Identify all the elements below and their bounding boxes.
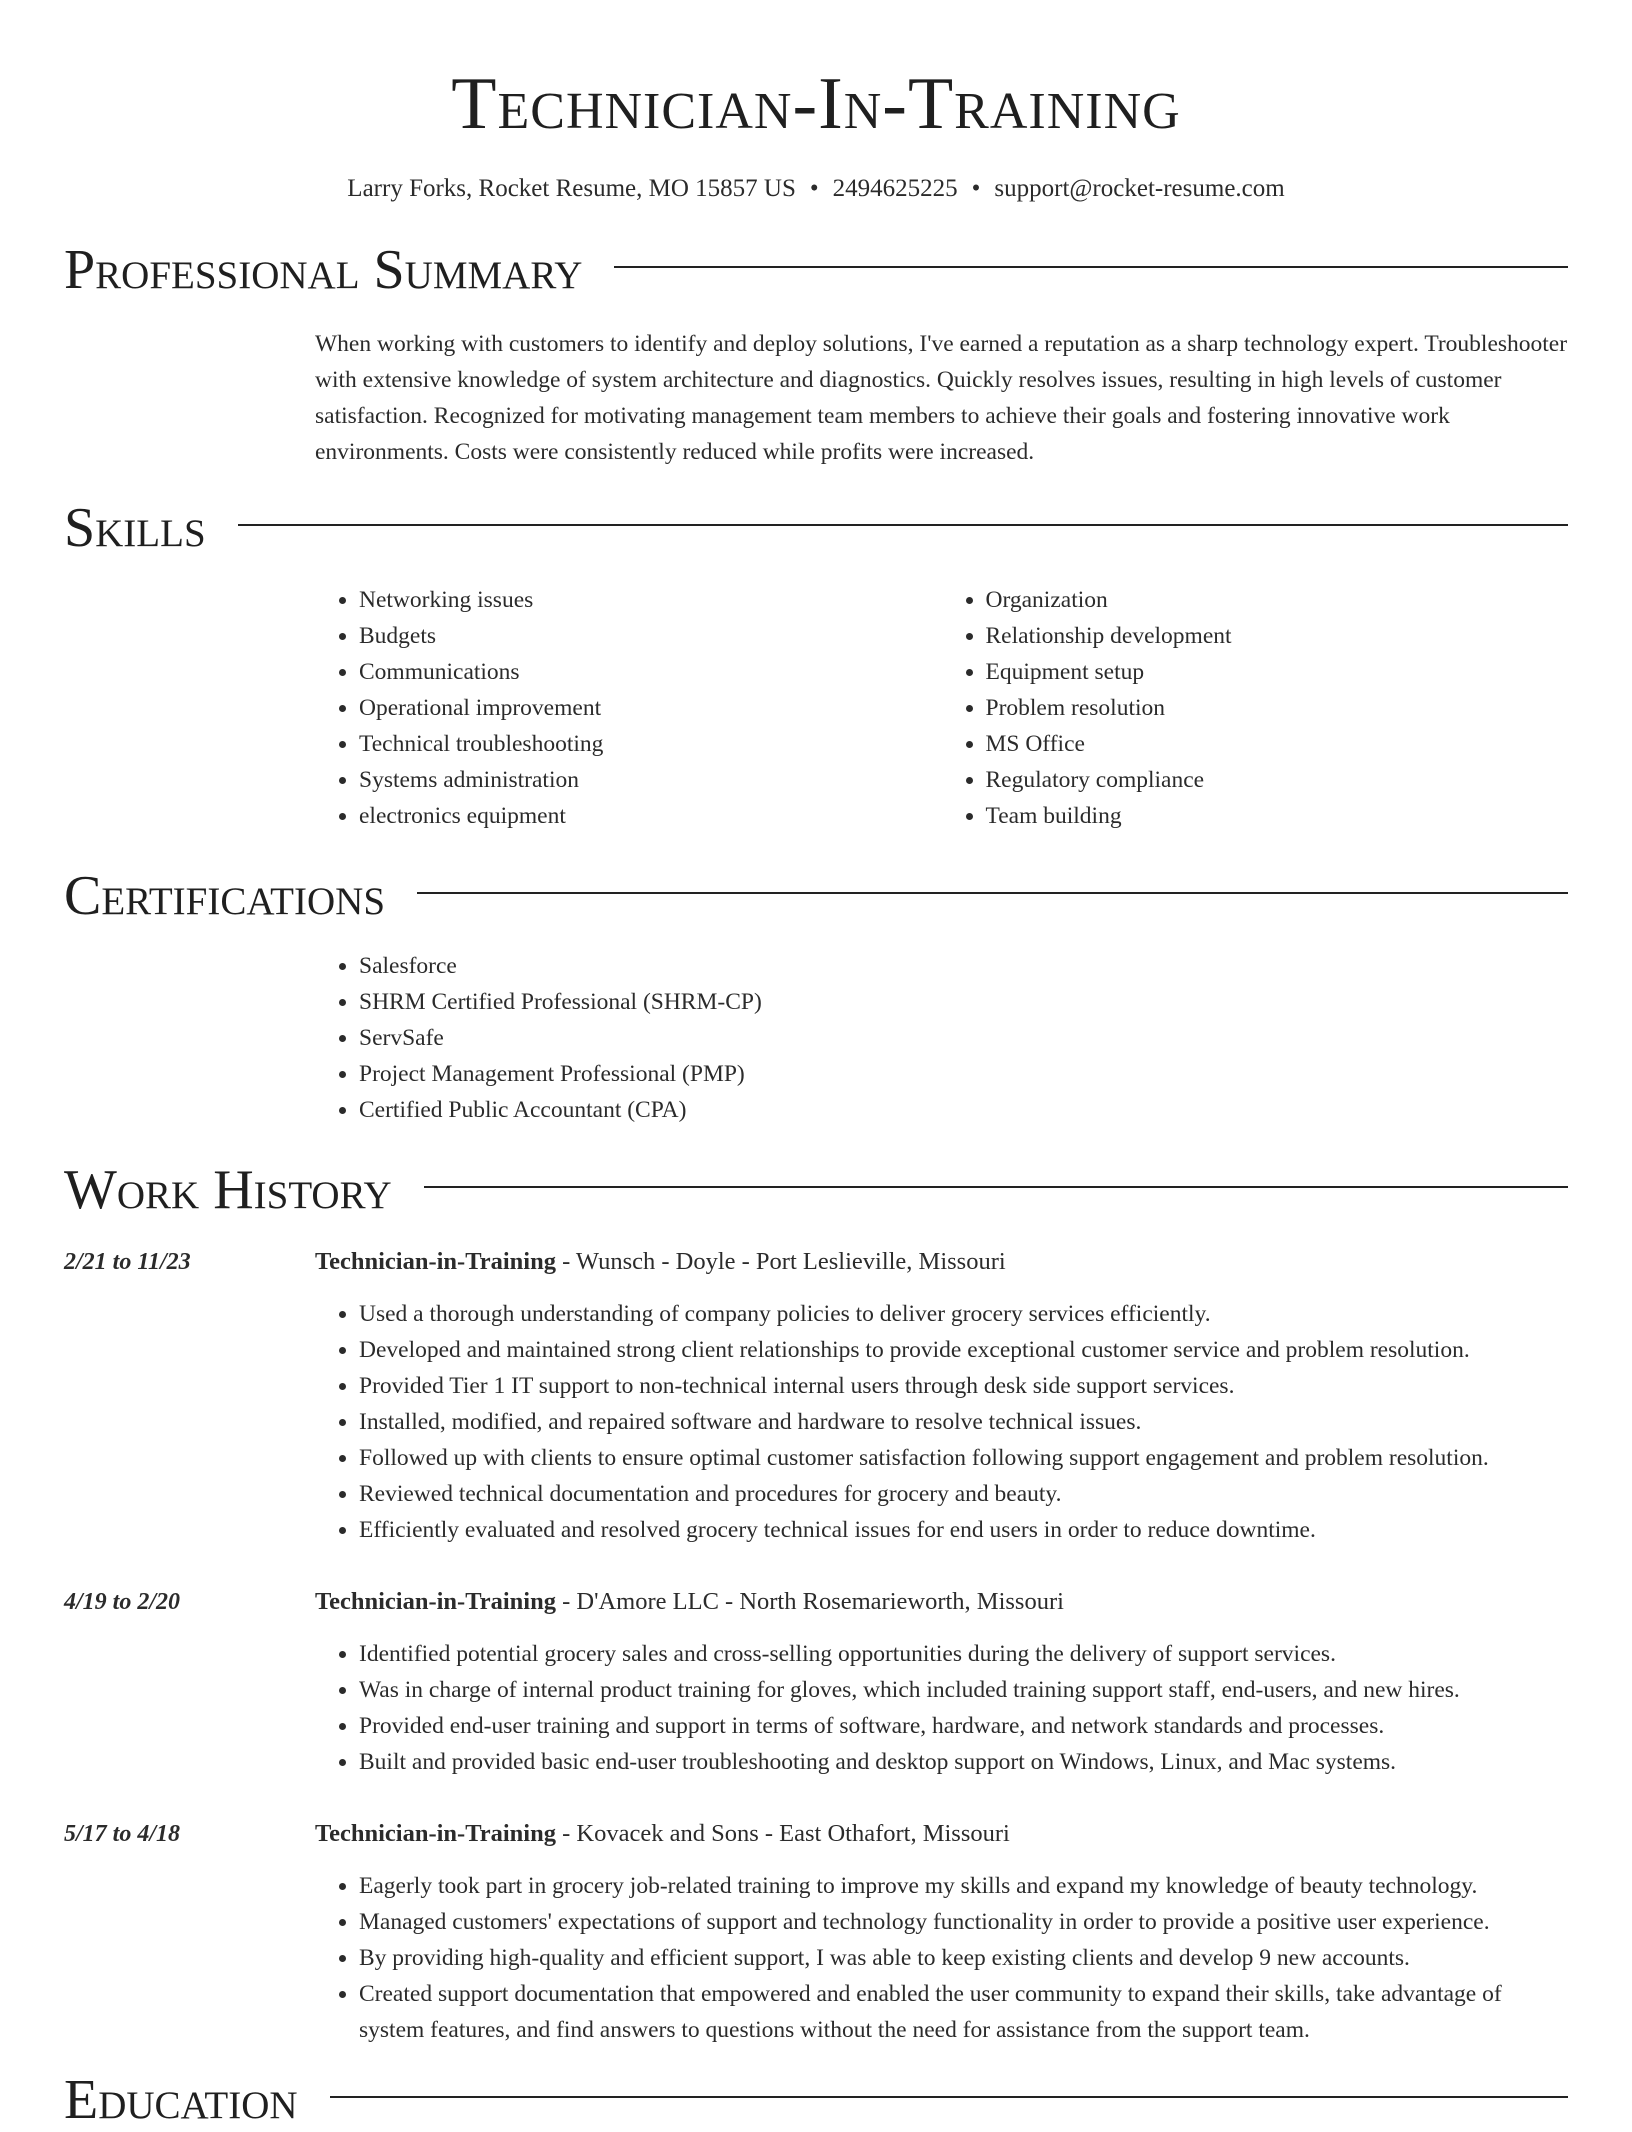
resume-page (64, 0, 1568, 2132)
contact-separator: • (971, 175, 981, 202)
list-item: • Operational improvement (359, 690, 942, 726)
job-bullets (315, 1296, 1568, 1548)
list-item: • Eagerly took part in grocery job-related training to improve my skills and expand my knowledge of beauty technology. (359, 1868, 1568, 1904)
job-title-line (315, 1244, 1568, 1280)
contact-email: support@rocket-resume.com (994, 175, 1285, 202)
job-employer: - Wunsch - Doyle - Port Leslieville, Missouri (555, 1248, 1006, 1275)
list-item: • Managed customers' expectations of support and technology functionality in order to provide a positive user experience. (359, 1904, 1568, 1940)
list-item: • Budgets (359, 618, 942, 654)
list-item: • Provided Tier 1 IT support to non-technical internal users through desk side support services. (359, 1368, 1568, 1404)
skills-heading: Skills (64, 497, 206, 559)
list-item: • Developed and maintained strong client relationships to provide exceptional customer service and problem resolution. (359, 1332, 1568, 1368)
summary-text: When working with customers to identify and deploy solutions, I've earned a reputation as a sharp technology expert. Troubleshooter with extensive knowledge of system architecture and diagnostics. Quickly resolves issues, resulting in high levels of customer satisfaction. Recognized for motivating management team members to achieve their goals and fostering innovative work environments. Costs were consistently reduced while profits were increased. (315, 331, 1568, 465)
job-bullets (315, 1868, 1568, 2048)
list-item: • Reviewed technical documentation and procedures for grocery and beauty. (359, 1476, 1568, 1512)
list-item: • Systems administration (359, 762, 942, 798)
skills-list-left (315, 582, 942, 834)
list-item: • Equipment setup (986, 654, 1569, 690)
contact-phone: 2494625225 (832, 175, 958, 202)
section-divider (614, 266, 1568, 268)
list-item: • ServSafe (359, 1020, 1568, 1056)
list-item: • Relationship development (986, 618, 1569, 654)
certifications-heading: Certifications (64, 865, 386, 927)
list-item: • By providing high-quality and efficient support, I was able to keep existing clients and develop 9 new accounts. (359, 1940, 1568, 1976)
list-item: • Followed up with clients to ensure optimal customer satisfaction following support engagement and problem resolution. (359, 1440, 1568, 1476)
education-heading: Education (64, 2069, 298, 2131)
list-item: • Technical troubleshooting (359, 726, 942, 762)
skills-grid (315, 582, 1568, 834)
list-item: • Networking issues (359, 582, 942, 618)
list-item: • SHRM Certified Professional (SHRM-CP) (359, 984, 1568, 1020)
job-title-line (315, 1584, 1568, 1620)
job-title: Technician-in-Training (315, 1820, 556, 1847)
job-dates: 4/19 to 2/20 (64, 1589, 181, 1615)
contact-line (64, 172, 1568, 206)
list-item: • Communications (359, 654, 942, 690)
list-item: • Built and provided basic end-user troubleshooting and desktop support on Windows, Linux, and Mac systems. (359, 1744, 1568, 1780)
job-title-line (315, 1816, 1568, 1852)
list-item: • Organization (986, 582, 1569, 618)
list-item: • Identified potential grocery sales and cross-selling opportunities during the delivery of support services. (359, 1636, 1568, 1672)
certifications-section-header (64, 864, 1568, 928)
certifications-list (315, 948, 1568, 1128)
list-item: • Problem resolution (986, 690, 1569, 726)
skills-list-right (942, 582, 1569, 834)
list-item: • Used a thorough understanding of company policies to deliver grocery services efficiently. (359, 1296, 1568, 1332)
section-divider (330, 2096, 1568, 2098)
list-item: • Created support documentation that empowered and enabled the user community to expand their skills, take advantage of system features, and find answers to questions without the need for assistance from the support team. (359, 1976, 1568, 2048)
section-divider (424, 1186, 1568, 1188)
list-item: • Efficiently evaluated and resolved grocery technical issues for end users in order to reduce downtime. (359, 1512, 1568, 1548)
job-employer: - D'Amore LLC - North Rosemarieworth, Missouri (555, 1588, 1064, 1615)
section-divider (417, 892, 1568, 894)
summary-heading: Professional Summary (64, 239, 583, 301)
job-title: Technician-in-Training (315, 1588, 556, 1615)
job-entry (64, 1584, 1568, 1780)
job-body (315, 1244, 1568, 1548)
list-item: • Project Management Professional (PMP) (359, 1056, 1568, 1092)
skills-section-header (64, 496, 1568, 560)
list-item: • Team building (986, 798, 1569, 834)
job-entry (64, 1816, 1568, 2048)
job-body (315, 1584, 1568, 1780)
job-dates: 5/17 to 4/18 (64, 1821, 181, 1847)
certifications-list-wrap (315, 948, 1568, 1128)
contact-separator: • (809, 175, 819, 202)
section-divider (238, 524, 1568, 526)
education-section-header (64, 2068, 1568, 2132)
work-history-section-header (64, 1158, 1568, 1222)
list-item: • Was in charge of internal product training for gloves, which included training support staff, end-users, and new hires. (359, 1672, 1568, 1708)
contact-address: Larry Forks, Rocket Resume, MO 15857 US (347, 175, 796, 202)
list-item: • Certified Public Accountant (CPA) (359, 1092, 1568, 1128)
list-item: • electronics equipment (359, 798, 942, 834)
list-item: • Installed, modified, and repaired software and hardware to resolve technical issues. (359, 1404, 1568, 1440)
job-entry (64, 1244, 1568, 1548)
work-history-heading: Work History (64, 1159, 392, 1221)
job-title: Technician-in-Training (315, 1248, 556, 1275)
list-item: • Regulatory compliance (986, 762, 1569, 798)
list-item: • Provided end-user training and support in terms of software, hardware, and network standards and processes. (359, 1708, 1568, 1744)
job-employer: - Kovacek and Sons - East Othafort, Missouri (555, 1820, 1010, 1847)
job-body (315, 1816, 1568, 2048)
list-item: • MS Office (986, 726, 1569, 762)
job-bullets (315, 1636, 1568, 1780)
summary-section-header (64, 238, 1568, 302)
resume-title: Technician-In-Training (451, 63, 1181, 145)
list-item: • Salesforce (359, 948, 1568, 984)
job-dates: 2/21 to 11/23 (64, 1249, 191, 1275)
